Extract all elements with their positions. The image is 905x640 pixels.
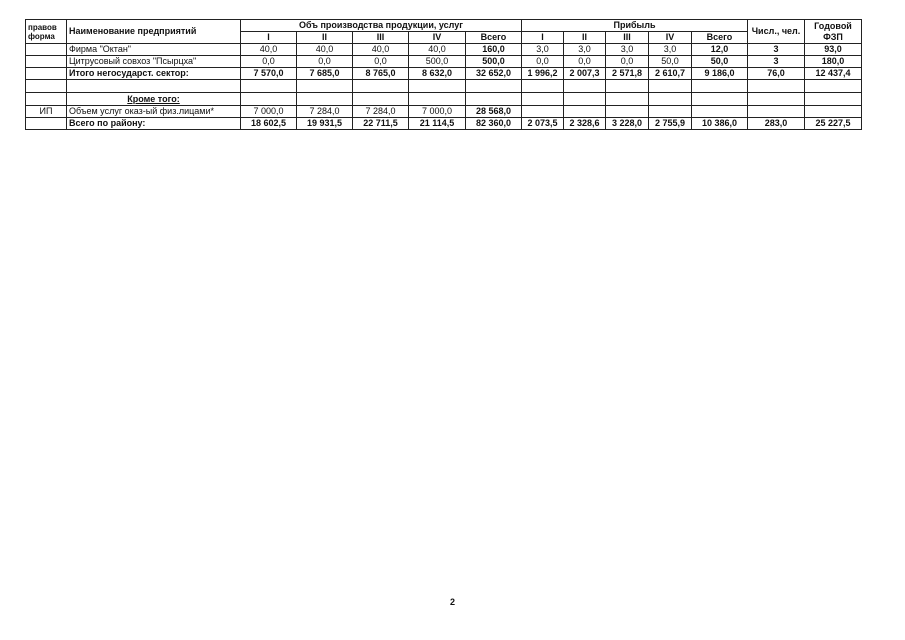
legal-form-cell: ИП (26, 106, 67, 118)
legal-form-cell (26, 44, 67, 56)
volume-q1-cell (241, 93, 297, 106)
profit-q4-cell: 50,0 (649, 56, 692, 68)
profit-q3-cell: 3,0 (606, 44, 649, 56)
headcount-cell: 3 (748, 56, 805, 68)
profit-q1-cell (522, 93, 564, 106)
legal-form-header-line2: форма (28, 31, 55, 41)
profit-q1-cell: 1 996,2 (522, 68, 564, 80)
headcount-cell (748, 106, 805, 118)
volume-q2-cell: 19 931,5 (297, 118, 353, 130)
profit-q4-cell (649, 106, 692, 118)
header-row-top (26, 20, 862, 32)
payroll-cell: 25 227,5 (805, 118, 862, 130)
volume-total-cell: 82 360,0 (466, 118, 522, 130)
profit-q4-cell (649, 93, 692, 106)
volume-q1-cell: 7 000,0 (241, 106, 297, 118)
company-name-cell: Всего по району: (67, 118, 241, 130)
volume-q1-cell: 18 602,5 (241, 118, 297, 130)
table-row-district-total (26, 118, 862, 130)
company-name-cell: Итого негосударст. сектор: (67, 68, 241, 80)
production-volume-header: Объ производства продукции, услуг (241, 20, 522, 32)
legal-form-cell (26, 118, 67, 130)
payroll-cell (805, 80, 862, 93)
profit-q2-cell (564, 106, 606, 118)
company-name-cell: Фирма "Октан" (67, 44, 241, 56)
volume-q2-cell (297, 93, 353, 106)
payroll-cell: 12 437,4 (805, 68, 862, 80)
annual-payroll-header (805, 20, 862, 44)
volume-q1-header: I (241, 32, 297, 44)
volume-q3-cell (353, 80, 409, 93)
headcount-cell: 76,0 (748, 68, 805, 80)
profit-total-cell: 10 386,0 (692, 118, 748, 130)
table-row-nonstate-total (26, 68, 862, 80)
payroll-cell (805, 93, 862, 106)
volume-q2-cell: 7 685,0 (297, 68, 353, 80)
volume-q3-cell: 40,0 (353, 44, 409, 56)
volume-q2-cell: 40,0 (297, 44, 353, 56)
volume-q4-cell: 8 632,0 (409, 68, 466, 80)
report-sheet (25, 19, 862, 130)
volume-total-cell (466, 93, 522, 106)
volume-q3-cell: 0,0 (353, 56, 409, 68)
legal-form-cell (26, 80, 67, 93)
volume-q1-cell: 40,0 (241, 44, 297, 56)
legal-form-cell (26, 93, 67, 106)
legal-form-cell (26, 56, 67, 68)
volume-q4-cell: 21 114,5 (409, 118, 466, 130)
volume-q1-cell: 0,0 (241, 56, 297, 68)
volume-total-cell: 500,0 (466, 56, 522, 68)
volume-q3-cell: 7 284,0 (353, 106, 409, 118)
volume-q4-cell: 500,0 (409, 56, 466, 68)
besides-label-cell: Кроме того: (67, 93, 241, 106)
profit-q2-cell: 2 328,6 (564, 118, 606, 130)
profit-header: Прибыль (522, 20, 748, 32)
page-number: 2 (449, 597, 455, 607)
volume-total-cell: 32 652,0 (466, 68, 522, 80)
volume-q1-cell (241, 80, 297, 93)
company-name-cell: Объем услуг оказ-ый физ.лицами* (67, 106, 241, 118)
profit-q4-header: IV (649, 32, 692, 44)
volume-q3-cell: 22 711,5 (353, 118, 409, 130)
headcount-header: Числ., чел. (748, 20, 805, 44)
profit-q3-cell (606, 106, 649, 118)
headcount-cell (748, 93, 805, 106)
volume-total-header: Всего (466, 32, 522, 44)
table-row-oktan (26, 44, 862, 56)
profit-q3-cell: 2 571,8 (606, 68, 649, 80)
profit-q2-cell (564, 93, 606, 106)
volume-q2-cell: 7 284,0 (297, 106, 353, 118)
profit-q3-header: III (606, 32, 649, 44)
volume-q3-cell: 8 765,0 (353, 68, 409, 80)
headcount-cell: 3 (748, 44, 805, 56)
company-name-cell (67, 80, 241, 93)
profit-q3-cell: 3 228,0 (606, 118, 649, 130)
volume-q4-cell (409, 93, 466, 106)
profit-total-cell: 50,0 (692, 56, 748, 68)
profit-q1-cell: 3,0 (522, 44, 564, 56)
volume-q2-cell: 0,0 (297, 56, 353, 68)
table-row-psyrtskha (26, 56, 862, 68)
profit-q3-cell: 0,0 (606, 56, 649, 68)
profit-q4-cell: 2 755,9 (649, 118, 692, 130)
profit-q1-cell: 0,0 (522, 56, 564, 68)
profit-q4-cell (649, 80, 692, 93)
profit-q1-header: I (522, 32, 564, 44)
company-name-header: Наименование предприятий (67, 20, 241, 44)
volume-q4-cell: 7 000,0 (409, 106, 466, 118)
table-row-blank (26, 80, 862, 93)
profit-total-cell: 9 186,0 (692, 68, 748, 80)
volume-q3-header: III (353, 32, 409, 44)
profit-q2-cell (564, 80, 606, 93)
profit-total-cell (692, 80, 748, 93)
volume-total-cell: 28 568,0 (466, 106, 522, 118)
profit-q2-cell: 0,0 (564, 56, 606, 68)
profit-q1-cell (522, 80, 564, 93)
profit-total-header: Всего (692, 32, 748, 44)
profit-q2-header: II (564, 32, 606, 44)
profit-q3-cell (606, 93, 649, 106)
volume-q2-header: II (297, 32, 353, 44)
legal-form-header-line1: правов (28, 22, 57, 32)
table-row-individuals (26, 106, 862, 118)
profit-q1-cell: 2 073,5 (522, 118, 564, 130)
volume-q1-cell: 7 570,0 (241, 68, 297, 80)
profit-q4-cell: 3,0 (649, 44, 692, 56)
volume-q4-header: IV (409, 32, 466, 44)
volume-total-cell: 160,0 (466, 44, 522, 56)
legal-form-cell (26, 68, 67, 80)
annual-payroll-header-line2: ФЗП (823, 31, 843, 42)
profit-q3-cell (606, 80, 649, 93)
company-name-cell: Цитрусовый совхоз "Псырцха" (67, 56, 241, 68)
payroll-cell (805, 106, 862, 118)
profit-q2-cell: 3,0 (564, 44, 606, 56)
headcount-cell: 283,0 (748, 118, 805, 130)
profit-q1-cell (522, 106, 564, 118)
volume-q4-cell: 40,0 (409, 44, 466, 56)
profit-total-cell (692, 93, 748, 106)
volume-q2-cell (297, 80, 353, 93)
enterprise-report-table (25, 19, 862, 130)
profit-total-cell (692, 106, 748, 118)
volume-q3-cell (353, 93, 409, 106)
payroll-cell: 180,0 (805, 56, 862, 68)
payroll-cell: 93,0 (805, 44, 862, 56)
annual-payroll-header-line1: Годовой (814, 20, 852, 31)
table-row-besides (26, 93, 862, 106)
profit-total-cell: 12,0 (692, 44, 748, 56)
volume-total-cell (466, 80, 522, 93)
volume-q4-cell (409, 80, 466, 93)
profit-q4-cell: 2 610,7 (649, 68, 692, 80)
legal-form-header (26, 20, 67, 44)
headcount-cell (748, 80, 805, 93)
profit-q2-cell: 2 007,3 (564, 68, 606, 80)
